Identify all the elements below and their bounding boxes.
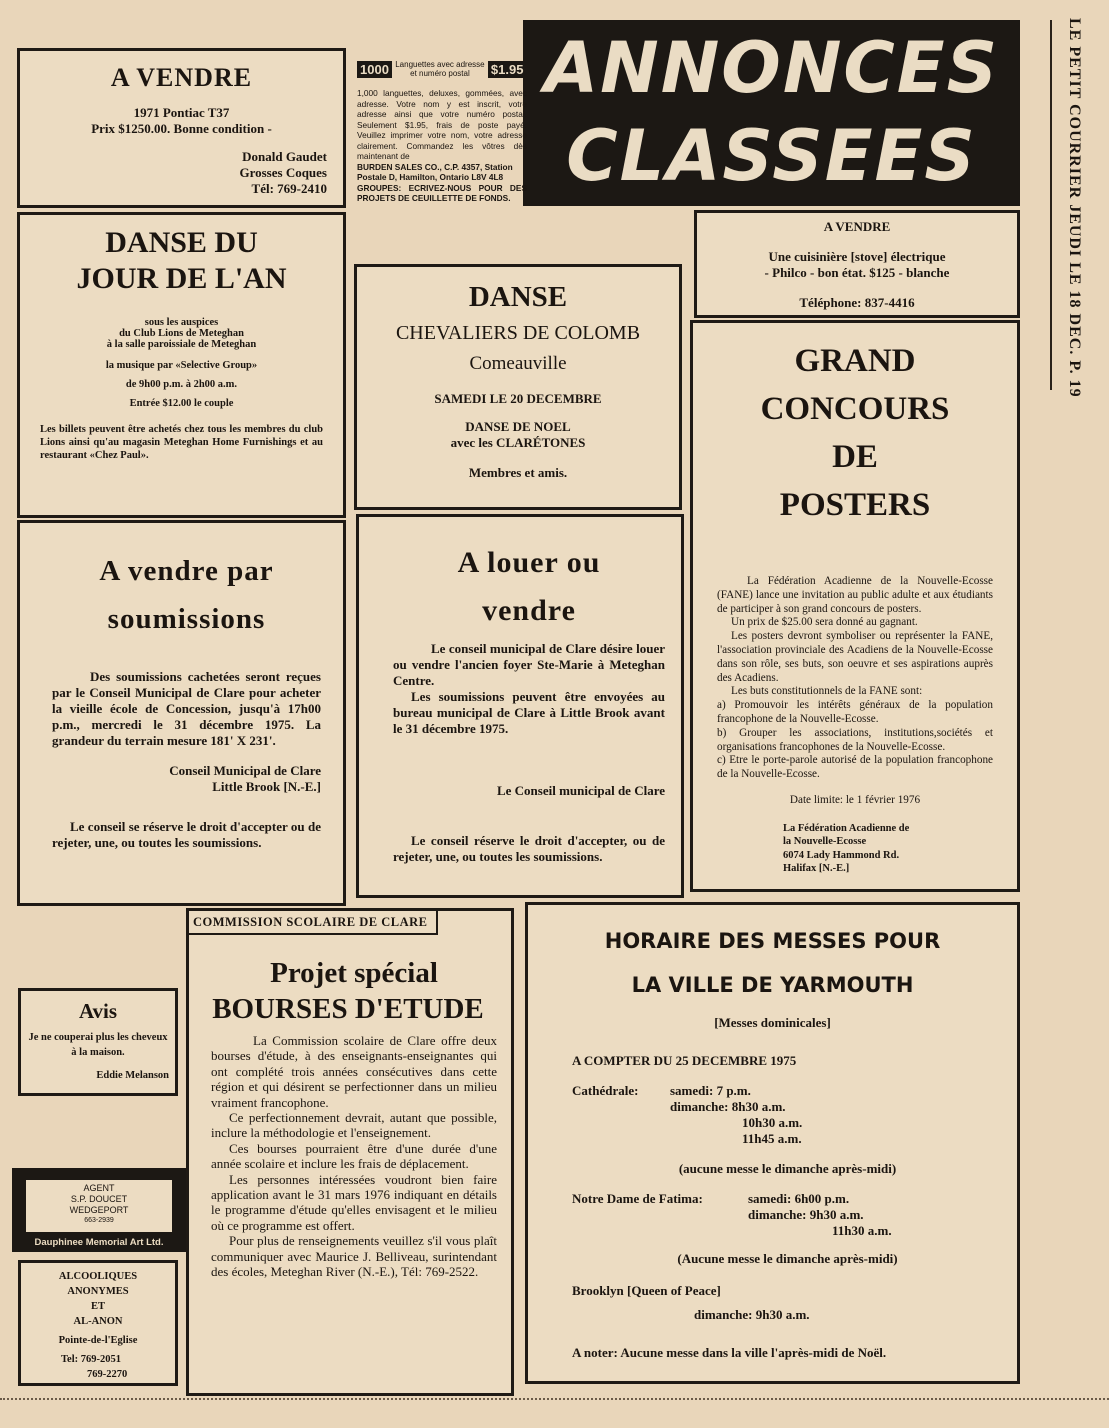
danse-jour-l5: de 9h00 p.m. à 2h00 a.m. [125,379,238,390]
louer-sig: Le Conseil municipal de Clare [496,783,665,798]
bourses-p2: Ce perfectionnement devrait, autant que possible, inclure la méthodologie et l'enseignement. [211,1110,497,1141]
bourses-p4: Les personnes intéressées voudront bien faire application avant le 31 mars 1976 indiquant en détails le programme d'étude qu'elles envisagent et le milieu où ce programme est offert. [211,1171,497,1233]
avis-title: Avis [78,999,118,1023]
concours-p2: Un prix de $25.00 sera donné au gagnant. [731,616,918,629]
agent-l1: AGENT [83,1183,115,1193]
cuisiniere-line2: - Philco - bon état. $125 - blanche [764,265,950,280]
concours-p5: a) Promouvoir les intérêts généraux de la population francophone de la Nouvelle-Ecosse. [717,699,993,725]
louer-body2: Les soumissions peuvent être envoyées au bureau municipal de Clare à Little Brook avant le 31 décembre 1975. [393,689,665,736]
concours-p3: Les posters devront symboliser ou représenter la FANE, l'association provinciale des Acadiens de la Nouvelle-Ecosse dans son rôle, ses buts, son oeuvre et ses aspirations auprès des Acadiens. [717,630,993,684]
danse-jour-l1: sous les auspices [144,317,219,328]
labels-price: $1.95 [488,61,527,78]
soumissions-note: Le conseil se réserve le droit d'accepter ou de rejeter, une, ou toutes les soumissions. [52,819,321,850]
alcoo-l2: ANONYMES [67,1286,129,1297]
danse-jour-title1: DANSE DU [105,226,258,259]
danse-jour-l6: Entrée $12.00 le couple [129,398,234,409]
agent-l4: 663-2939 [84,1217,114,1224]
page-bottom-edge [0,1398,1109,1403]
vendre-auto-line1: 1971 Pontiac T37 [133,105,230,120]
messes-bk-label: Brooklyn [Queen of Peace] [572,1283,721,1298]
alcoo-l7: 769-2270 [87,1369,128,1380]
ad-agent [12,1168,186,1252]
soumissions-title1: A vendre par [99,555,274,587]
labels-body: 1,000 languettes, deluxes, gommées, avec adresse. Votre nom y est inscrit, votre adresse ainsi que votre numéro postal. Seulement $1.95, frais de poste payé. Veuillez imprimer votre nom, votre adresse clairement. Commandez les vôtres dès maintenant de [357,88,527,161]
louer-title1: A louer ou [457,546,601,579]
bourses-title1: Projet spécial [270,957,438,989]
vendre-auto-name: Donald Gaudet [242,149,327,164]
danse-chev-org: CHEVALIERS DE COLOMB [395,322,641,344]
messes-title2: LA VILLE DE YARMOUTH [631,973,914,997]
concours-p1: La Fédération Acadienne de la Nouvelle-Ecosse (FANE) lance une invitation au public adulte et aux étudiants de participer à son grand concours de posters. [717,575,993,615]
alcoo-l3: ET [90,1301,105,1312]
vendre-auto-place: Grosses Coques [239,165,327,180]
danse-chev-date: SAMEDI LE 20 DECEMBRE [434,391,602,406]
ad-vendre-cuisiniere [694,210,1020,318]
messes-nd3: 11h30 a.m. [832,1223,892,1238]
danse-jour-l4: la musique par «Selective Group» [105,360,258,371]
concours-title3: DE [832,439,878,475]
concours-p4: Les buts constitutionnels de la FANE sont: [731,685,923,698]
messes-bk1: dimanche: 9h30 a.m. [694,1307,810,1322]
messes-sub: [Messes dominicales] [714,1015,831,1030]
ad-danse-jour-de-l-an [17,212,346,518]
messes-start: A COMPTER DU 25 DECEMBRE 1975 [572,1053,797,1068]
bourses-p1: La Commission scolaire de Clare offre deux bourses d'étude, à des enseignants-enseignantes qui ont complété trois années consécutives dans cette région et qui désirent se perfectionner dans un milieu vraiment francophone. [211,1033,497,1110]
cuisiniere-line1: Une cuisinière [stove] électrique [768,249,946,264]
vendre-auto-tel: Tél: 769-2410 [251,181,327,196]
cuisiniere-tel: Téléphone: 837-4416 [799,295,915,310]
concours-title1: GRAND [794,343,916,379]
bourses-p3: Ces bourses pourraient être d'une durée d'une année scolaire et inclure les frais de déplacement. [211,1140,497,1172]
danse-chev-members: Membres et amis. [468,465,568,480]
alcoo-l4: AL-ANON [73,1316,123,1327]
ad-bourses-etude [186,908,514,1396]
ad-danse-chevaliers [354,264,682,510]
side-rule [1050,20,1052,390]
danse-chev-place: Comeauville [469,353,567,374]
labels-count: 1000 [357,61,392,78]
messes-cath4: 11h45 a.m. [742,1131,802,1146]
soumissions-title2: soumissions [107,603,266,635]
messes-cath-note: (aucune messe le dimanche après-midi) [678,1161,897,1176]
ad-horaire-messes [525,902,1020,1384]
messes-cath2: dimanche: 8h30 a.m. [670,1099,786,1114]
agent-l2: S.P. DOUCET [70,1194,128,1204]
soumissions-sig1: Conseil Municipal de Clare [169,763,321,778]
concours-p6: b) Grouper les associations, institutions,sociétés et organisations francophones de la Nouvelle-Ecosse. [717,726,993,753]
concours-sig2: la Nouvelle-Ecosse [783,836,867,848]
danse-chev-title: DANSE [468,281,568,313]
messes-final: A noter: Aucune messe dans la ville l'après-midi de Noël. [572,1345,887,1360]
alcoo-l1: ALCOOLIQUES [58,1271,138,1282]
masthead-title-line1: ANNONCES [543,27,1000,109]
soumissions-body: Des soumissions cachetées seront reçues par le Conseil Municipal de Clare pour acheter la vieille école de Concession, jusqu'à 17h00 p.m., mercredi le 31 décembre 1975. La grandeur du terrain mesure 181' X 231'. [52,669,321,748]
messes-nd2: dimanche: 9h30 a.m. [748,1207,864,1222]
messes-nd-label: Notre Dame de Fatima: [572,1191,703,1206]
labels-ad [357,60,527,260]
messes-title1: HORAIRE DES MESSES POUR [604,929,941,953]
page-side-banner [1053,18,1089,438]
concours-sig3: 6074 Lady Hammond Rd. [783,849,900,861]
ad-louer-ou-vendre [356,514,684,898]
concours-sig4: Halifax [N.-E.] [783,863,850,875]
concours-sig1: La Fédération Acadienne de [783,822,910,834]
ad-vendre-soumissions [17,520,346,906]
labels-groups: GROUPES: ECRIVEZ-NOUS POUR DES PROJETS DE CEUILLETTE DE FONDS. [357,182,527,203]
messes-nd1: samedi: 6h00 p.m. [748,1191,850,1206]
danse-jour-title2: JOUR DE L'AN [76,262,287,295]
ad-vendre-auto [17,48,346,208]
cuisiniere-title: A VENDRE [823,219,891,234]
avis-sig: Eddie Melanson [96,1070,169,1081]
vendre-auto-line2: Prix $1250.00. Bonne condition - [91,121,272,136]
concours-title4: POSTERS [779,487,931,523]
danse-jour-l2: du Club Lions de Meteghan [119,328,244,339]
concours-p7: c) Etre le porte-parole autorisé de la population francophone de la Nouvelle-Ecosse. [717,754,993,781]
ad-avis [18,988,178,1096]
bourses-p5: Pour plus de renseignements veuillez s'il vous plaît communiquer avec Maurice J. Belliveau, surintendant des écoles, Meteghan River (N.-E.), Tél: 769-2522. [211,1233,497,1280]
soumissions-sig2: Little Brook [N.-E.] [212,779,321,794]
concours-title2: CONCOURS [760,391,950,427]
masthead-block [523,20,1020,206]
side-banner-text: LE PETIT COURRIER JEUDI LE 18 DEC. P. 19 [1066,18,1083,398]
messes-nd-note: (Aucune messe le dimanche après-midi) [677,1251,898,1266]
agent-l3: WEDGEPORT [69,1205,129,1215]
labels-company: BURDEN SALES CO., C.P. 4357, Station Postale D, Hamilton, Ontario L8V 4L8 [357,161,513,182]
alcoo-l6: Tel: 769-2051 [61,1354,121,1365]
concours-deadline: Date limite: le 1 février 1976 [789,793,921,806]
messes-cath1: samedi: 7 p.m. [670,1083,751,1098]
danse-jour-l3: à la salle paroissiale de Meteghan [106,339,257,350]
danse-chev-event1: DANSE DE NOEL [465,419,571,434]
messes-cath3: 10h30 a.m. [742,1115,803,1130]
vendre-auto-title: A VENDRE [110,63,253,92]
labels-caption: Languettes avec adresse et numéro postal [395,60,485,78]
masthead-title-line2: CLASSEES [566,115,977,197]
avis-body: Je ne couperai plus les cheveux à la maison. [28,1032,168,1058]
louer-body: Le conseil municipal de Clare désire louer ou vendre l'ancien foyer Ste-Marie à Meteghan Centre. [393,641,665,688]
messes-cath-label: Cathédrale: [572,1083,639,1098]
bourses-title2: BOURSES D'ETUDE [212,993,484,1025]
louer-note: Le conseil réserve le droit d'accepter, ou de rejeter, une, ou toutes les soumissions. [393,833,665,864]
bourses-header: COMMISSION SCOLAIRE DE CLARE [189,911,438,935]
alcoo-l5: Pointe-de-l'Eglise [58,1335,138,1346]
louer-title2: vendre [482,594,576,627]
ad-alcooliques-anonymes [18,1260,178,1386]
ad-grand-concours [690,320,1020,892]
danse-jour-body: Les billets peuvent être achetés chez tous les membres du club Lions ainsi qu'au magasin Meteghan Home Furnishings et au restaurant «Chez Paul». [40,424,323,461]
agent-banner: Dauphinee Memorial Art Ltd. [34,1237,164,1248]
danse-chev-event2: avec les CLARÉTONES [450,435,586,450]
